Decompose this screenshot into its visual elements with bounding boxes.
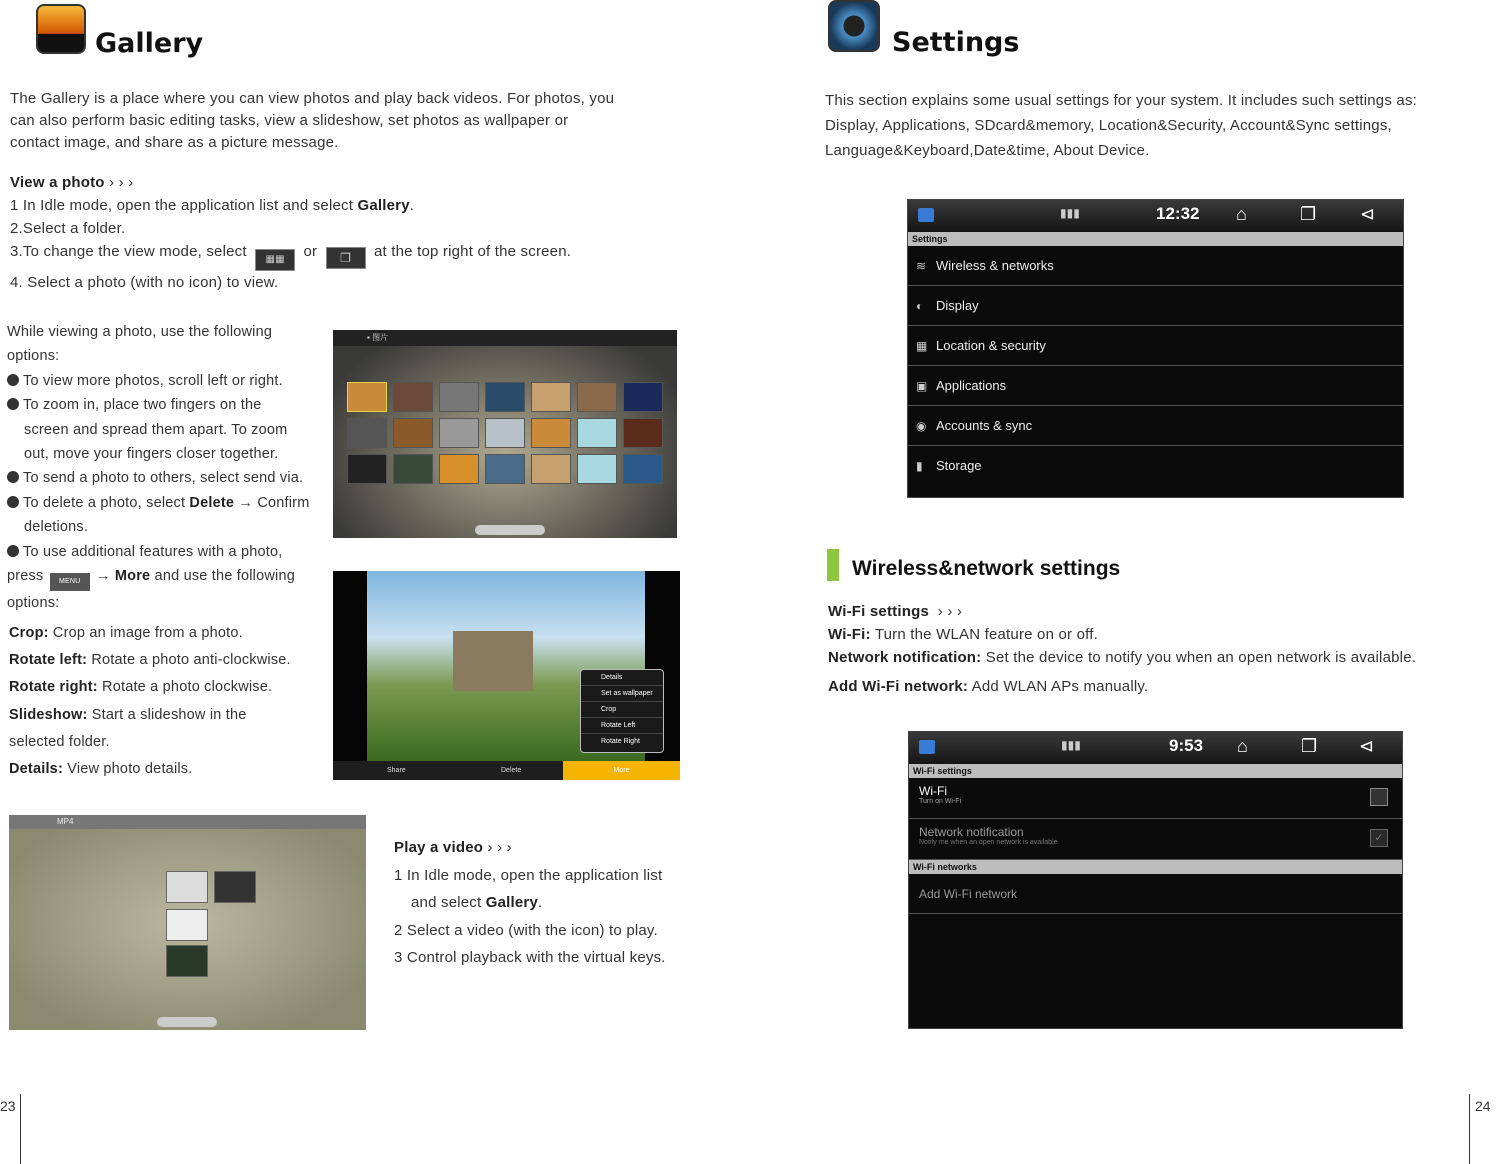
- settings-item-display[interactable]: ◐ Display: [908, 286, 1403, 326]
- signal-icon-2: ▮▮▮: [1061, 738, 1081, 752]
- wifi-checkbox[interactable]: [1370, 788, 1388, 806]
- play-video-heading: Play a video: [394, 839, 484, 856]
- share-button[interactable]: Share: [387, 767, 406, 774]
- back-icon-2[interactable]: ⊲: [1359, 736, 1375, 756]
- menu-set-wallpaper[interactable]: Set as wallpaper: [581, 686, 663, 702]
- location-icon: ▦: [916, 339, 928, 353]
- add-wifi-network-row[interactable]: Add Wi-Fi network: [909, 874, 1402, 914]
- page-number-right: 24: [1475, 1098, 1491, 1114]
- page-number-left: 23: [0, 1098, 16, 1114]
- settings-intro: This section explains some usual settings for your system. It includes such settings as: Display, Applications, SDcard&memory, Location&Security, Account&Sync settings, Language&Keyboard,Date&time, About Device.: [825, 92, 1418, 159]
- wifi-toggle-row[interactable]: Wi-Fi Turn on Wi-Fi: [909, 778, 1402, 819]
- menu-crop[interactable]: Crop: [581, 702, 663, 718]
- page-rule-left: [20, 1094, 21, 1164]
- recent-apps-icon-2[interactable]: ❐: [1301, 736, 1318, 756]
- gallery-app-icon: [36, 4, 86, 54]
- viewing-options: While viewing a photo, use the following options: To view more photos, scroll left or right. To zoom in, place two fingers on the screen and spread them apart. To zoom out, move your fingers closer together. To send a photo to others, select send via. To delete a photo, select Delete → Confirm deletions. To use additional features with a photo, press MENU → More and use the following options:: [7, 324, 310, 612]
- settings-screenshot: ▮▮▮ 12:32 ⌂ ❐ ⊲ Settings ≋ Wireless & networks ◐ Display ▦ Location & security ▣ Applications ◉ Accounts & sync ▮ Storage: [907, 199, 1404, 498]
- wireless-network-heading: Wireless&network settings: [852, 557, 1121, 580]
- photo-context-menu: [580, 669, 664, 753]
- wifi-status-icon-2: [919, 740, 935, 754]
- notification-checkbox[interactable]: ✓: [1370, 829, 1388, 847]
- wifi-settings-screenshot: ▮▮▮ 9:53 ⌂ ❐ ⊲ Wi-Fi settings Wi-Fi Turn on Wi-Fi Network notification Notify me when an open network is available ✓ Wi-Fi networks Add Wi-Fi network: [908, 731, 1403, 1029]
- applications-icon: ▣: [916, 379, 928, 393]
- play-video-section: Play a video › › › 1 In Idle mode, open the application list and select Gallery. 2 Select a video (with the icon) to play. 3 Control playback with the virtual keys.: [394, 839, 666, 966]
- settings-item-wireless[interactable]: ≋ Wireless & networks: [908, 246, 1403, 286]
- home-icon[interactable]: ⌂: [1236, 204, 1247, 224]
- menu-details[interactable]: Details: [581, 670, 663, 686]
- home-icon-2[interactable]: ⌂: [1237, 736, 1248, 756]
- view-photo-heading: View a photo: [10, 174, 105, 191]
- stack-view-icon: ❐: [326, 247, 366, 269]
- photo-view-screenshot: [333, 571, 680, 780]
- gallery-intro: The Gallery is a place where you can view photos and play back videos. For photos, you can also perform basic editing tasks, view a slideshow, set photos as wallpaper or contact image, and share as a picture message.: [10, 90, 615, 151]
- wifi-status-icon: [918, 208, 934, 222]
- menu-key-icon: MENU: [50, 573, 90, 591]
- back-icon[interactable]: ⊲: [1360, 204, 1376, 224]
- folder-icon: ▪: [367, 333, 370, 342]
- video-gallery-screenshot: MP4: [9, 815, 366, 1030]
- network-notification-row[interactable]: Network notification Notify me when an open network is available ✓: [909, 819, 1402, 860]
- menu-rotate-left[interactable]: Rotate Left: [581, 718, 663, 734]
- page-rule-right: [1469, 1094, 1470, 1164]
- clock-2: 9:53: [1169, 736, 1204, 755]
- divider-left: [8, 68, 670, 74]
- clock: 12:32: [1156, 204, 1200, 223]
- storage-icon: ▮: [916, 459, 923, 473]
- settings-item-location[interactable]: ▦ Location & security: [908, 326, 1403, 366]
- gallery-grid-screenshot: ▪ 图片: [333, 330, 677, 538]
- wifi-icon: ≋: [916, 259, 927, 273]
- settings-item-storage[interactable]: ▮ Storage: [908, 446, 1403, 486]
- wifi-settings-section: Wi-Fi settings › › › Wi-Fi: Turn the WLAN feature on or off. Network notification: Set the device to notify you when an open network is available. Add Wi-Fi network: Add WLAN APs manually.: [828, 603, 1417, 695]
- more-options-list: Crop: Crop an image from a photo. Rotate left: Rotate a photo anti-clockwise. Rotate right: Rotate a photo clockwise. Slideshow: Start a slideshow in the selected folder. Details: View photo details.: [9, 625, 291, 778]
- more-button[interactable]: More: [563, 761, 680, 780]
- signal-icon: ▮▮▮: [1060, 206, 1080, 220]
- green-accent-bar: [827, 549, 839, 581]
- sync-icon: ◉: [916, 419, 927, 433]
- display-icon: ◐: [916, 299, 924, 313]
- settings-item-applications[interactable]: ▣ Applications: [908, 366, 1403, 406]
- grid-view-icon: ▦▦: [255, 249, 295, 271]
- delete-button[interactable]: Delete: [501, 767, 522, 774]
- gallery-title: Gallery: [95, 28, 204, 59]
- settings-app-icon: [828, 0, 880, 52]
- recent-apps-icon[interactable]: ❐: [1300, 204, 1317, 224]
- settings-title: Settings: [892, 27, 1020, 58]
- divider-right: [830, 68, 1490, 74]
- menu-rotate-right[interactable]: Rotate Right: [601, 738, 640, 745]
- view-photo-section: View a photo › › › 1 In Idle mode, open the application list and select Gallery. 2.Select a folder. 3.To change the view mode, select ▦▦ or ❐ at the top right of the screen. 4. Select a photo (with no icon) to view.: [10, 174, 572, 291]
- settings-item-accounts[interactable]: ◉ Accounts & sync: [908, 406, 1403, 446]
